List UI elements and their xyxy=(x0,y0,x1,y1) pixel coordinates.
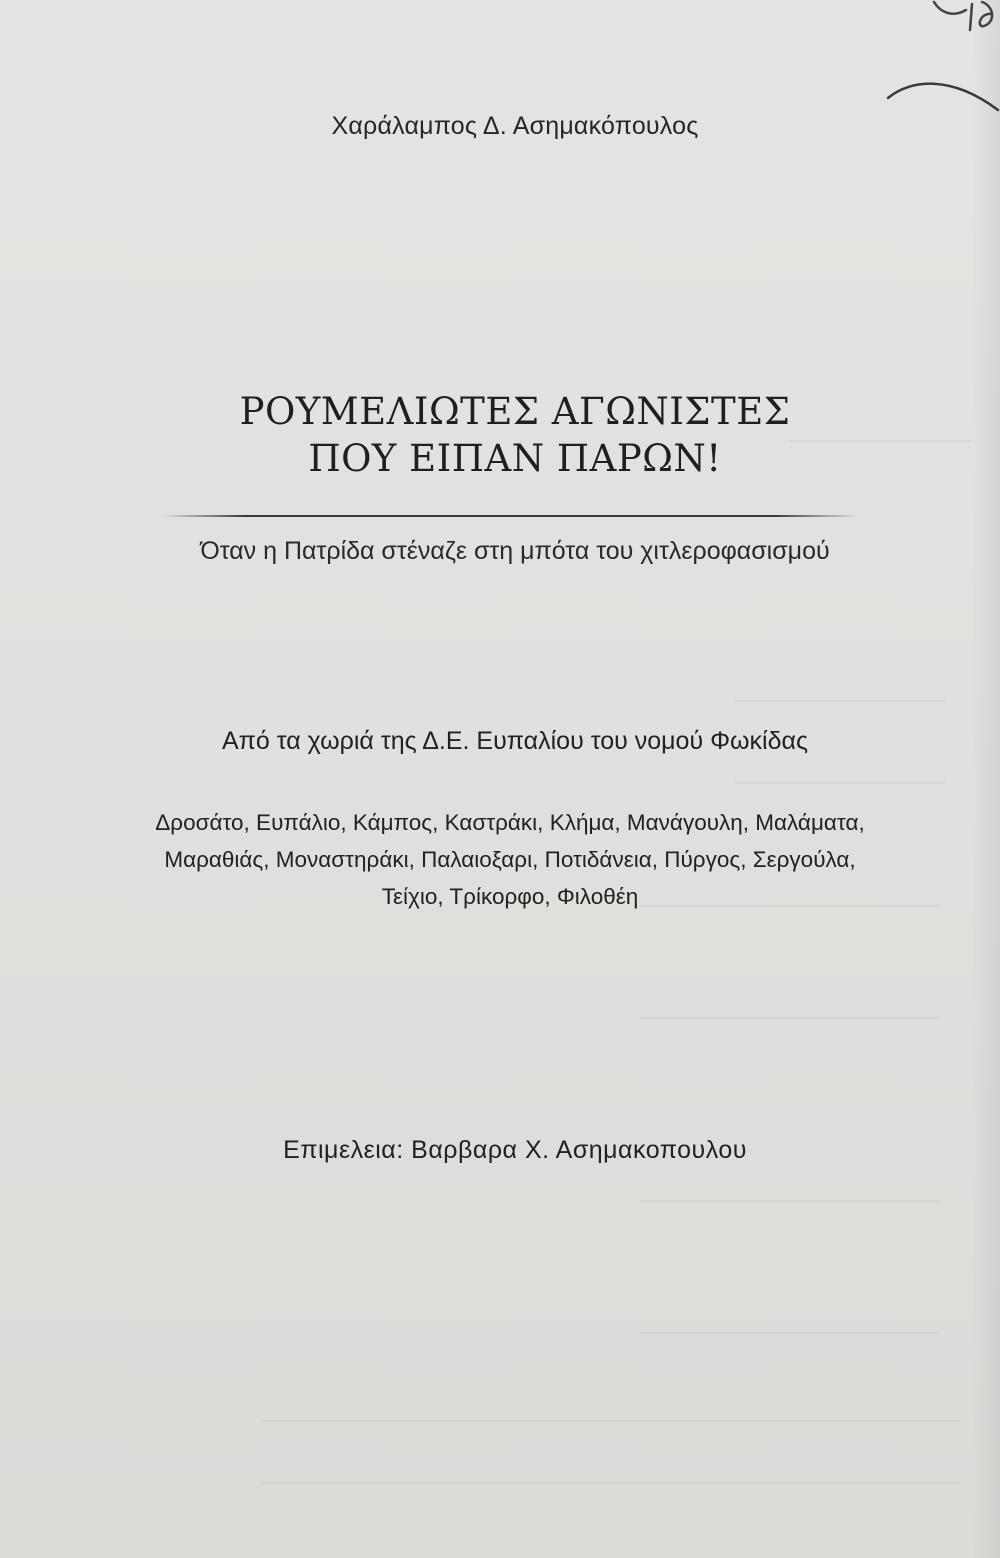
pencil-mark-icon xyxy=(870,0,1000,130)
editor-credit: Επιμελεια: Βαρβαρα Χ. Ασημακοπουλου xyxy=(283,1136,747,1164)
village-list-line-2: Μαραθιάς, Μοναστηράκι, Παλαιοξαρι, Ποτιδάνεια, Πύργος, Σεργούλα, xyxy=(164,847,856,872)
book-title xyxy=(0,388,1000,482)
village-list-line-3: Τείχιο, Τρίκορφο, Φιλοθέη xyxy=(381,884,639,909)
bleed-through-text xyxy=(640,1200,940,1334)
region-heading: Από τα χωριά της Δ.Ε. Ευπαλίου του νομού Φωκίδας xyxy=(221,727,809,755)
village-list-line-1: Δροσάτο, Ευπάλιο, Κάμπος, Καστράκι, Κλήμα, Μανάγουλη, Μαλάματα, xyxy=(155,810,865,835)
book-title-line-1: ΡΟΥΜΕΛΙΩΤΕΣ ΑΓΩΝΙΣΤΕΣ xyxy=(239,390,791,433)
title-divider xyxy=(162,515,858,517)
book-title-line-2: ΠΟΥ ΕΙΠΑΝ ΠΑΡΩΝ! xyxy=(308,437,722,480)
village-list xyxy=(125,804,895,915)
book-subtitle: Όταν η Πατρίδα στέναζε στη μπότα του χιτλεροφασισμού xyxy=(200,537,830,565)
bleed-through-text xyxy=(640,905,940,1019)
author-name: Χαράλαμπος Δ. Ασημακόπουλος xyxy=(331,112,699,140)
bleed-through-text xyxy=(260,1420,960,1484)
